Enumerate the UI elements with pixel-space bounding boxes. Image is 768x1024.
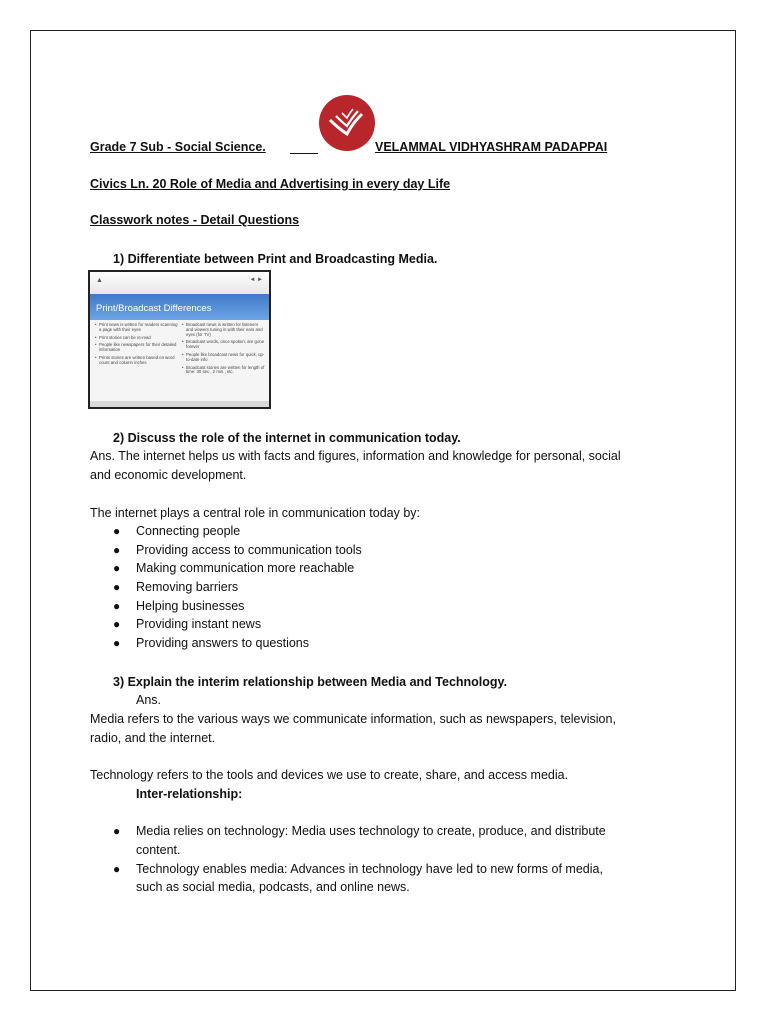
slide-point: • Broadcast stories are written for length of time: 30 sec., 2 min., etc. xyxy=(182,366,265,376)
lesson-title: Civics Ln. 20 Role of Media and Advertising in every day Life xyxy=(90,177,451,191)
bullet-icon: ● xyxy=(113,617,121,631)
slide-heading: Print/Broadcast Differences xyxy=(96,303,212,314)
answer-2-line-2: and economic development. xyxy=(90,468,247,482)
bullet-icon: ● xyxy=(113,561,121,575)
list-item: Technology enables media: Advances in technology have led to new forms of media, xyxy=(136,862,603,876)
media-definition-line-1: Media refers to the various ways we communicate information, such as newspapers, television, xyxy=(90,712,616,726)
answer-3-label: Ans. xyxy=(136,693,162,707)
slide-right-column xyxy=(182,323,265,378)
slide-nav-icon: ◄ ► xyxy=(249,277,263,283)
classwork-heading: Classwork notes - Detail Questions xyxy=(90,213,300,227)
media-definition-line-2: radio, and the internet. xyxy=(90,731,216,745)
grade-subject: Grade 7 Sub - Social Science. xyxy=(90,140,266,154)
bullet-icon: ● xyxy=(113,862,121,876)
slide-home-icon: ▲ xyxy=(96,277,103,284)
list-item: Helping businesses xyxy=(136,599,245,613)
header-underline xyxy=(290,141,318,154)
list-item: Making communication more reachable xyxy=(136,561,355,575)
slide-point: • Broadcast news is written for listeners and viewers tuning in with their ears and eyes (for TV) xyxy=(182,323,265,337)
slide-point: • Print news is written for readers scanning a page with their eyes xyxy=(95,323,178,333)
list-item-continuation: content. xyxy=(136,843,181,857)
question-2: 2) Discuss the role of the internet in communication today. xyxy=(113,431,461,445)
slide-point: • People like broadcast news for quick, up-to-date info xyxy=(182,353,265,363)
list-item: Media relies on technology: Media uses technology to create, produce, and distribute xyxy=(136,824,606,838)
school-name: VELAMMAL VIDHYASHRAM PADAPPAI xyxy=(375,140,608,154)
internet-intro: The internet plays a central role in communication today by: xyxy=(90,506,421,520)
slide-left-column xyxy=(95,323,178,378)
list-item: Removing barriers xyxy=(136,580,239,594)
technology-definition: Technology refers to the tools and devices we use to create, share, and access media. xyxy=(90,768,569,782)
school-logo xyxy=(318,94,376,152)
answer-2-line-1: Ans. The internet helps us with facts and figures, information and knowledge for personal, social xyxy=(90,449,621,463)
list-item: Providing answers to questions xyxy=(136,636,310,650)
bullet-icon: ● xyxy=(113,543,121,557)
bullet-icon: ● xyxy=(113,524,121,538)
slide-point: • Print stories can be re-read xyxy=(95,336,178,341)
list-item: Providing instant news xyxy=(136,617,262,631)
list-item-continuation: such as social media, podcasts, and online news. xyxy=(136,880,410,894)
slide-point: • Prints stories are written based on word count and column inches xyxy=(95,356,178,366)
slide-image xyxy=(88,270,271,409)
bullet-icon: ● xyxy=(113,580,121,594)
slide-point: • People like newspapers for their detailed information xyxy=(95,343,178,353)
bullet-icon: ● xyxy=(113,636,121,650)
question-3: 3) Explain the interim relationship between Media and Technology. xyxy=(113,675,508,689)
list-item: Connecting people xyxy=(136,524,241,538)
question-1: 1) Differentiate between Print and Broadcasting Media. xyxy=(113,252,438,266)
list-item: Providing access to communication tools xyxy=(136,543,362,557)
bullet-icon: ● xyxy=(113,599,121,613)
inter-relationship-heading: Inter-relationship: xyxy=(136,787,243,801)
bullet-icon: ● xyxy=(113,824,121,838)
slide-point: • Broadcast words, once spoken, are gone forever xyxy=(182,340,265,350)
